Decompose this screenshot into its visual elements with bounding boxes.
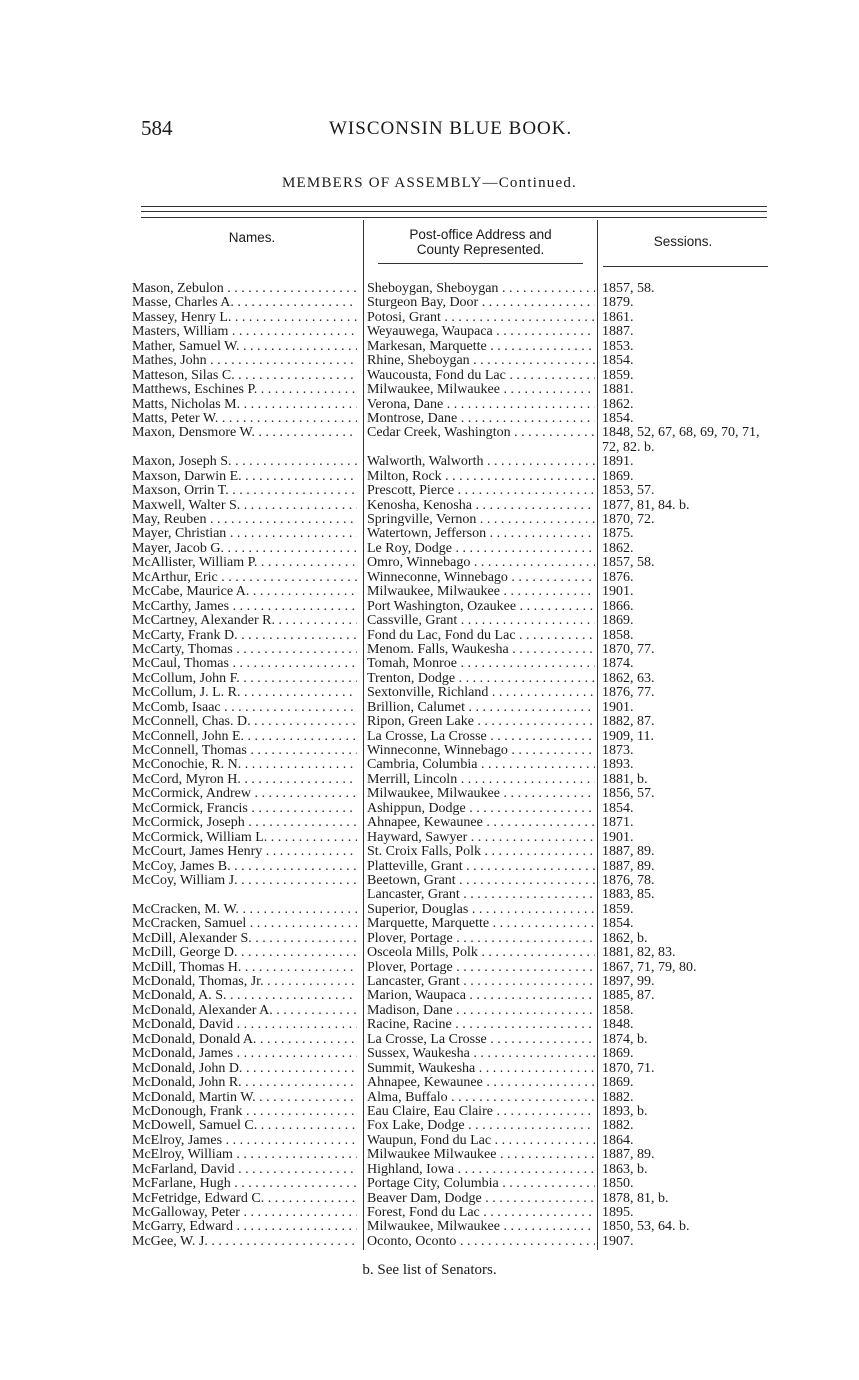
member-name: Matteson, Silas C. . . . [132, 369, 357, 383]
table-row [132, 657, 772, 671]
member-address: Le Roy, Dodge . . . [367, 542, 595, 556]
member-sessions: 1869. [602, 468, 634, 484]
member-address: La Crosse, La Crosse . . . [367, 1033, 595, 1047]
member-address: Milton, Rock . . . [367, 470, 595, 484]
member-name: Mathes, John . . . [132, 354, 357, 368]
table-row [132, 340, 772, 354]
member-address: Plover, Portage . . . [367, 961, 595, 975]
table-row [132, 296, 772, 310]
table-row [132, 600, 772, 614]
table-row [132, 643, 772, 657]
member-sessions: 1869. [602, 1075, 634, 1091]
table-row [132, 354, 772, 368]
member-name: McDonald, James . . . [132, 1047, 357, 1061]
member-name: McElroy, William . . . [132, 1148, 357, 1162]
member-name: McFarland, David . . . [132, 1163, 357, 1177]
member-name: McCartney, Alexander R. . . . [132, 614, 357, 628]
table-row [132, 1134, 772, 1148]
table-row [132, 1235, 772, 1249]
table-row [132, 1220, 772, 1234]
member-name: McDowell, Samuel C. . . . [132, 1119, 357, 1133]
member-sessions: 1867, 71, 79, 80. [602, 959, 697, 975]
table-row [132, 1004, 772, 1018]
table-row [132, 1148, 772, 1162]
member-address: Sheboygan, Sheboygan . . . [367, 282, 595, 296]
member-sessions: 1882, 87. [602, 714, 655, 730]
member-address: Hayward, Sawyer . . . [367, 831, 595, 845]
member-sessions: 1881. [602, 382, 634, 398]
member-sessions: 1870, 71. [602, 1060, 655, 1076]
table-row [132, 989, 772, 1003]
table-row [132, 773, 772, 787]
member-sessions: 1901. [602, 699, 634, 715]
member-address: Lancaster, Grant . . . [367, 888, 595, 902]
member-name: McGee, W. J. . . . [132, 1235, 357, 1249]
member-address: Forest, Fond du Lac . . . [367, 1206, 595, 1220]
member-sessions: 1870, 72. [602, 512, 655, 528]
member-name: McCourt, James Henry . . . [132, 845, 357, 859]
member-address: Merrill, Lincoln . . . [367, 773, 595, 787]
table-row [132, 701, 772, 715]
member-name: McFarlane, Hugh . . . [132, 1177, 357, 1191]
table-row [132, 744, 772, 758]
member-sessions: 1887, 89. [602, 844, 655, 860]
member-address: Sextonville, Richland . . . [367, 686, 595, 700]
member-sessions: 1901. [602, 829, 634, 845]
member-name: McCormick, Joseph . . . [132, 816, 357, 830]
table-row [132, 1047, 772, 1061]
member-address: Beaver Dam, Dodge . . . [367, 1192, 595, 1206]
member-sessions: 1869. [602, 613, 634, 629]
table-row [132, 470, 772, 484]
member-name: McCarty, Thomas . . . [132, 643, 357, 657]
member-sessions: 1869. [602, 1046, 634, 1062]
member-name: McDonald, Alexander A. . . . [132, 1004, 357, 1018]
column-header-sessions: Sessions. [653, 234, 713, 249]
top-rule [141, 206, 767, 207]
member-sessions: 1859. [602, 367, 634, 383]
table-row [132, 455, 772, 469]
table-row [132, 917, 772, 931]
table-row [132, 1091, 772, 1105]
member-sessions: 1901. [602, 584, 634, 600]
footnote: b. See list of Senators. [362, 1262, 497, 1278]
member-name: McCracken, Samuel . . . [132, 917, 357, 931]
member-name: McCabe, Maurice A. . . . [132, 585, 357, 599]
table-row [132, 412, 772, 426]
member-address: Ahnapee, Kewaunee . . . [367, 1076, 595, 1090]
member-sessions: 1887, 89. [602, 858, 655, 874]
member-sessions: 1848. [602, 1017, 634, 1033]
column-header-address [364, 227, 597, 257]
table-row [132, 975, 772, 989]
member-name: Mayer, Jacob G. . . . [132, 542, 357, 556]
member-address: Milwaukee Milwaukee . . . [367, 1148, 595, 1162]
column-header-address-line2: County Represented. [416, 242, 545, 257]
member-address: Osceola Mills, Polk . . . [367, 946, 595, 960]
table-row [132, 672, 772, 686]
member-address: Sturgeon Bay, Door . . . [367, 296, 595, 310]
member-address: Verona, Dane . . . [367, 398, 595, 412]
table-row [132, 686, 772, 700]
member-address: Racine, Racine . . . [367, 1018, 595, 1032]
table-row [132, 845, 772, 859]
member-sessions: 1909, 11. [602, 728, 654, 744]
member-address: Omro, Winnebago . . . [367, 556, 595, 570]
member-sessions: 1866. [602, 598, 634, 614]
member-address: Cassville, Grant . . . [367, 614, 595, 628]
member-address: Highland, Iowa . . . [367, 1163, 595, 1177]
table-row [132, 874, 772, 888]
member-address: Weyauwega, Waupaca . . . [367, 325, 595, 339]
member-address: Ashippun, Dodge . . . [367, 802, 595, 816]
table-row [132, 1192, 772, 1206]
member-sessions: 1856, 57. [602, 786, 655, 802]
member-address: Summit, Waukesha . . . [367, 1062, 595, 1076]
member-sessions: 1882. [602, 1118, 634, 1134]
member-sessions: 1907. [602, 1233, 634, 1249]
member-sessions: 1870, 77. [602, 641, 655, 657]
member-address: La Crosse, La Crosse . . . [367, 730, 595, 744]
member-address: Waucousta, Fond du Lac . . . [367, 369, 595, 383]
member-name: Mayer, Christian . . . [132, 527, 357, 541]
member-name: Matts, Nicholas M. . . . [132, 398, 357, 412]
member-name: Mather, Samuel W. . . . [132, 340, 357, 354]
table-row [132, 1119, 772, 1133]
column-header-address-line1: Post-office Address and [409, 227, 552, 242]
member-name: Maxwell, Walter S. . . . [132, 499, 357, 513]
table-row [132, 311, 772, 325]
member-sessions: 1876, 78. [602, 872, 655, 888]
member-name: McConnell, Chas. D. . . . [132, 715, 357, 729]
member-sessions: 1850, 53, 64. b. [602, 1219, 690, 1235]
member-sessions: 1857, 58. [602, 555, 655, 571]
member-address: Marion, Waupaca . . . [367, 989, 595, 1003]
member-sessions: 1876, 77. [602, 685, 655, 701]
member-name: McConochie, R. N. . . . [132, 758, 357, 772]
member-name: McConnell, John E. . . . [132, 730, 357, 744]
member-sessions: 1858. [602, 627, 634, 643]
member-name: Matthews, Eschines P. . . . [132, 383, 357, 397]
member-name: Masse, Charles A. . . . [132, 296, 357, 310]
header-underline-address [378, 263, 583, 264]
member-address: Rhine, Sheboygan . . . [367, 354, 595, 368]
member-address: Fox Lake, Dodge . . . [367, 1119, 595, 1133]
table-row [132, 1076, 772, 1090]
member-sessions: 1883, 85. [602, 887, 655, 903]
member-sessions: 1854. [602, 800, 634, 816]
member-sessions: 1881, 82, 83. [602, 945, 676, 961]
table-row [132, 1105, 772, 1119]
member-address: Superior, Douglas . . . [367, 903, 595, 917]
table-row [132, 325, 772, 339]
table-row [132, 1062, 772, 1076]
member-name: McCord, Myron H. . . . [132, 773, 357, 787]
member-name: McCormick, Francis . . . [132, 802, 357, 816]
member-sessions: 1862. [602, 540, 634, 556]
member-address: Watertown, Jefferson . . . [367, 527, 595, 541]
member-name: McCarthy, James . . . [132, 600, 357, 614]
member-name: McDill, George D. . . . [132, 946, 357, 960]
member-address: Potosi, Grant . . . [367, 311, 595, 325]
member-name: May, Reuben . . . [132, 513, 357, 527]
table-row [132, 369, 772, 383]
member-sessions: 1858. [602, 1002, 634, 1018]
member-sessions: 1862, 63. [602, 670, 655, 686]
member-address: Kenosha, Kenosha . . . [367, 499, 595, 513]
member-address: Milwaukee, Milwaukee . . . [367, 787, 595, 801]
table-row [132, 961, 772, 975]
table-row [132, 499, 772, 513]
table-row [132, 1033, 772, 1047]
member-address: Prescott, Pierce . . . [367, 484, 595, 498]
member-sessions: 1876. [602, 569, 634, 585]
member-sessions: 1887, 89. [602, 1147, 655, 1163]
member-sessions: 1853. [602, 338, 634, 354]
member-name: McAllister, William P. . . . [132, 556, 357, 570]
member-name: Matts, Peter W. . . . [132, 412, 357, 426]
member-name: McDonald, A. S. . . . [132, 989, 357, 1003]
member-sessions: 1874. [602, 656, 634, 672]
table-row [132, 426, 772, 455]
member-sessions: 1862, b. [602, 930, 648, 946]
column-header-names: Names. [228, 230, 276, 245]
member-address: Waupun, Fond du Lac . . . [367, 1134, 595, 1148]
table-row [132, 831, 772, 845]
member-name: Maxson, Orrin T. . . . [132, 484, 357, 498]
table-row [132, 758, 772, 772]
member-sessions: 1864. [602, 1132, 634, 1148]
member-sessions: 1861. [602, 309, 634, 325]
member-name: McArthur, Eric . . . [132, 571, 357, 585]
member-name: McCollum, John F. . . . [132, 672, 357, 686]
member-sessions: 1882. [602, 1089, 634, 1105]
table-row [132, 1163, 772, 1177]
member-name: McGarry, Edward . . . [132, 1220, 357, 1234]
member-sessions: 1854. [602, 410, 634, 426]
header-underline-sessions [603, 266, 768, 267]
member-address: Marquette, Marquette . . . [367, 917, 595, 931]
member-sessions: 1897, 99. [602, 974, 655, 990]
member-sessions: 1879. [602, 295, 634, 311]
member-name: McDonald, John R. . . . [132, 1076, 357, 1090]
member-address: Beetown, Grant . . . [367, 874, 595, 888]
member-name: McDonald, Thomas, Jr. . . . [132, 975, 357, 989]
running-head: WISCONSIN BLUE BOOK. [329, 118, 573, 139]
member-name: McCoy, William J. . . . [132, 874, 357, 888]
top-rule-3 [141, 217, 767, 218]
member-sessions: 1850. [602, 1176, 634, 1192]
members-table-body [132, 282, 772, 1249]
member-name: McGalloway, Peter . . . [132, 1206, 357, 1220]
page-number: 584 [141, 116, 173, 140]
member-name: McCormick, Andrew . . . [132, 787, 357, 801]
member-address: Alma, Buffalo . . . [367, 1091, 595, 1105]
member-name: McCormick, William L. . . . [132, 831, 357, 845]
table-row [132, 614, 772, 628]
member-name: Maxson, Darwin E. . . . [132, 470, 357, 484]
member-sessions: 1859. [602, 901, 634, 917]
member-sessions: 1873. [602, 743, 634, 759]
member-sessions: 1887. [602, 324, 634, 340]
member-address: Cambria, Columbia . . . [367, 758, 595, 772]
member-sessions: 1877, 81, 84. b. [602, 497, 690, 513]
table-subtitle: MEMBERS OF ASSEMBLY—Continued. [282, 175, 577, 191]
member-address: Eau Claire, Eau Claire . . . [367, 1105, 595, 1119]
member-sessions: 1854. [602, 353, 634, 369]
member-name: McCarty, Frank D. . . . [132, 629, 357, 643]
table-row [132, 888, 772, 902]
table-row [132, 860, 772, 874]
member-name: McDonald, John D. . . . [132, 1062, 357, 1076]
member-sessions: 1854. [602, 916, 634, 932]
table-row [132, 398, 772, 412]
member-address: Brillion, Calumet . . . [367, 701, 595, 715]
member-address: Winneconne, Winnebago . . . [367, 571, 595, 585]
member-address: Markesan, Marquette . . . [367, 340, 595, 354]
member-address: Walworth, Walworth . . . [367, 455, 595, 469]
member-address: Menom. Falls, Waukesha . . . [367, 643, 595, 657]
member-sessions: 1848, 52, 67, 68, 69, 70, 71, 72, 82. b. [602, 425, 760, 455]
member-address: Fond du Lac, Fond du Lac . . . [367, 629, 595, 643]
member-address: Lancaster, Grant . . . [367, 975, 595, 989]
member-address: Springville, Vernon . . . [367, 513, 595, 527]
member-address: Oconto, Oconto . . . [367, 1235, 595, 1249]
member-name: McDill, Thomas H. . . . [132, 961, 357, 975]
member-name: McDonald, Martin W. . . . [132, 1091, 357, 1105]
member-name: McDonough, Frank . . . [132, 1105, 357, 1119]
table-row [132, 730, 772, 744]
member-name: McComb, Isaac . . . [132, 701, 357, 715]
member-sessions: 1891. [602, 454, 634, 470]
table-row [132, 932, 772, 946]
table-row [132, 571, 772, 585]
member-name: McCoy, James B. . . . [132, 860, 357, 874]
table-row [132, 1206, 772, 1220]
table-row [132, 903, 772, 917]
member-sessions: 1895. [602, 1205, 634, 1221]
member-address: Ahnapee, Kewaunee . . . [367, 816, 595, 830]
table-row [132, 542, 772, 556]
member-sessions: 1881, b. [602, 771, 648, 787]
member-address: Milwaukee, Milwaukee . . . [367, 585, 595, 599]
member-name: McDonald, David . . . [132, 1018, 357, 1032]
member-name: Maxon, Joseph S. . . . [132, 455, 357, 469]
table-row [132, 282, 772, 296]
member-name: Maxon, Densmore W. . . . [132, 426, 357, 440]
member-sessions: 1893, b. [602, 1103, 648, 1119]
table-row [132, 556, 772, 570]
member-address: Winneconne, Winnebago . . . [367, 744, 595, 758]
table-row [132, 585, 772, 599]
member-address: Milwaukee, Milwaukee . . . [367, 1220, 595, 1234]
table-row [132, 1018, 772, 1032]
member-address: Ripon, Green Lake . . . [367, 715, 595, 729]
member-address: Milwaukee, Milwaukee . . . [367, 383, 595, 397]
member-address: Cedar Creek, Washington . . . [367, 426, 595, 440]
table-row [132, 802, 772, 816]
member-name: McCracken, M. W. . . . [132, 903, 357, 917]
member-sessions: 1871. [602, 815, 634, 831]
member-name: McFetridge, Edward C. . . . [132, 1192, 357, 1206]
table-row [132, 513, 772, 527]
member-sessions: 1857, 58. [602, 281, 655, 296]
member-name: McDill, Alexander S. . . . [132, 932, 357, 946]
member-sessions: 1863, b. [602, 1161, 648, 1177]
member-address: Madison, Dane . . . [367, 1004, 595, 1018]
table-row [132, 484, 772, 498]
member-name: McConnell, Thomas . . . [132, 744, 357, 758]
member-sessions: 1853, 57. [602, 483, 655, 499]
member-sessions: 1885, 87. [602, 988, 655, 1004]
member-address: Trenton, Dodge . . . [367, 672, 595, 686]
table-row [132, 629, 772, 643]
member-sessions: 1878, 81, b. [602, 1190, 669, 1206]
member-sessions: 1874, b. [602, 1031, 648, 1047]
member-name: Mason, Zebulon . . . [132, 282, 357, 296]
member-address: Sussex, Waukesha . . . [367, 1047, 595, 1061]
member-name: Massey, Henry L. . . . [132, 311, 357, 325]
member-name: McCollum, J. L. R. . . . [132, 686, 357, 700]
member-sessions: 1893. [602, 757, 634, 773]
member-address: Tomah, Monroe . . . [367, 657, 595, 671]
member-sessions: 1875. [602, 526, 634, 542]
table-row [132, 1177, 772, 1191]
table-row [132, 527, 772, 541]
member-address: Port Washington, Ozaukee . . . [367, 600, 595, 614]
table-row [132, 383, 772, 397]
member-name: Masters, William . . . [132, 325, 357, 339]
member-address: Plover, Portage . . . [367, 932, 595, 946]
member-name: McElroy, James . . . [132, 1134, 357, 1148]
member-address: Portage City, Columbia . . . [367, 1177, 595, 1191]
table-row [132, 946, 772, 960]
table-row [132, 715, 772, 729]
member-address: Platteville, Grant . . . [367, 860, 595, 874]
member-address: St. Croix Falls, Polk . . . [367, 845, 595, 859]
table-row [132, 787, 772, 801]
member-name: McDonald, Donald A. . . . [132, 1033, 357, 1047]
member-address: Montrose, Dane . . . [367, 412, 595, 426]
member-sessions: 1862. [602, 396, 634, 412]
top-rule-2 [141, 211, 767, 212]
member-name: McCaul, Thomas . . . [132, 657, 357, 671]
table-row [132, 816, 772, 830]
